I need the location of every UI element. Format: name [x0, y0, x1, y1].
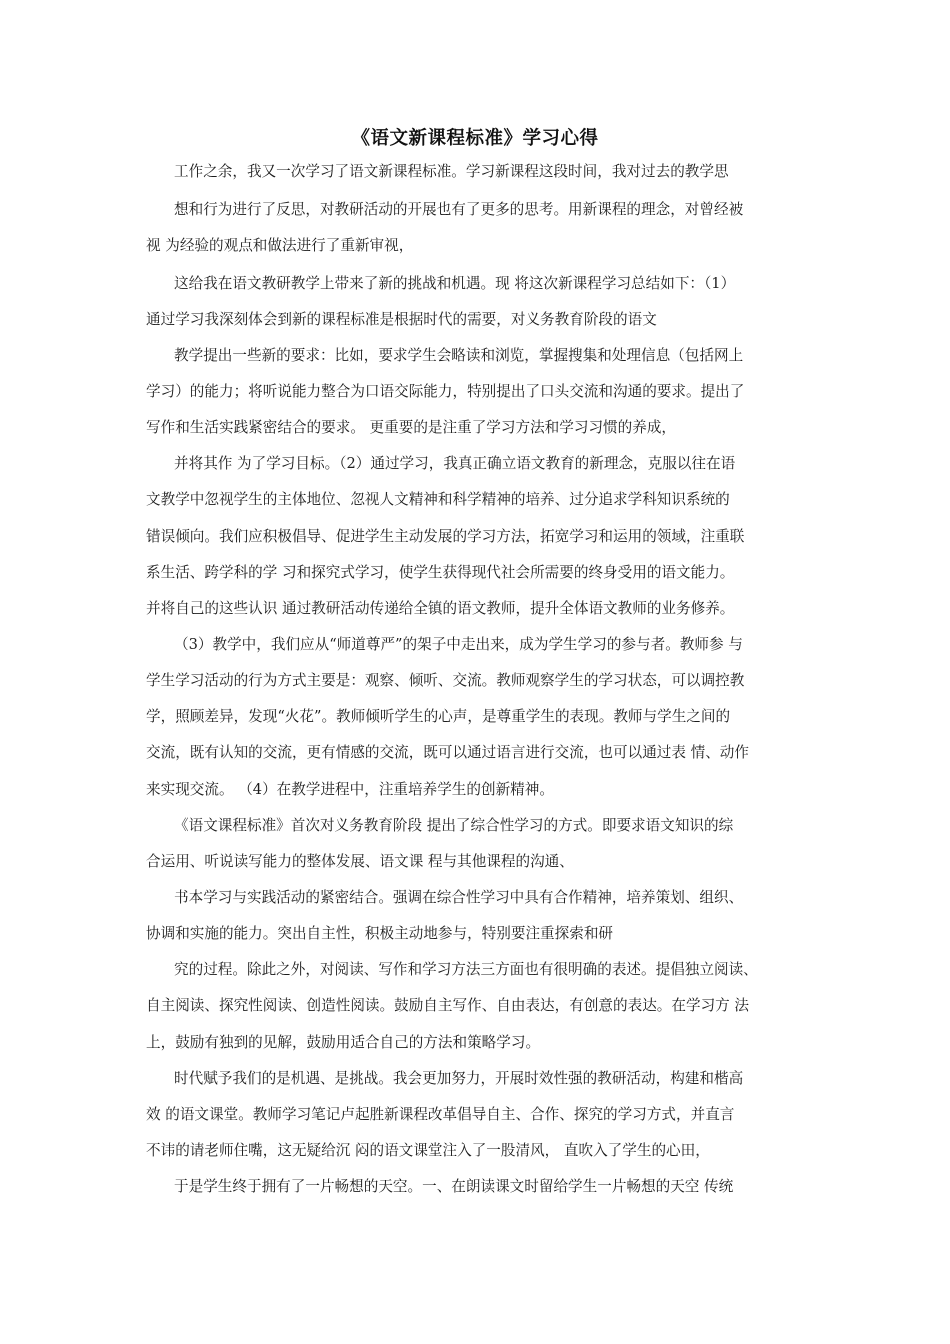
text-line: 学，照顾差异，发现“火花”。教师倾听学生的心声，是尊重学生的表现。教师与学生之间的 [146, 708, 731, 725]
text-line: 交流，既有认知的交流，更有情感的交流，既可以通过语言进行交流，也可以通过表 情、动作 [146, 744, 749, 761]
text-line: 工作之余，我又一次学习了语文新课程标准。学习新课程这段时间，我对过去的教学思 [174, 163, 729, 180]
text-line: （3）教学中，我们应从“师道尊严”的架子中走出来，成为学生学习的参与者。教师参 与 [174, 636, 743, 653]
text-line: 时代赋予我们的是机遇、是挑战。我会更加努力，开展时效性强的教研活动，构建和楷高 [174, 1070, 744, 1087]
document-title: 《语文新课程标准》学习心得 [351, 128, 599, 149]
text-line: 上，鼓励有独到的见解，鼓励用适合自己的方法和策略学习。 [146, 1034, 541, 1051]
text-line: 想和行为进行了反思，对教研活动的开展也有了更多的思考。用新课程的理念，对曾经被 [174, 201, 744, 218]
text-line: 于是学生终于拥有了一片畅想的天空。一、在朗读课文时留给学生一片畅想的天空 传统 [174, 1178, 734, 1195]
text-line: 书本学习与实践活动的紧密结合。强调在综合性学习中具有合作精神，培养策划、组织、 [174, 889, 744, 906]
text-line: 效 的语文课堂。教师学习笔记卢起胜新课程改革倡导自主、合作、探究的学习方式，并直言 [146, 1106, 735, 1123]
text-line: 协调和实施的能力。突出自主性，积极主动地参与，特别要注重探索和研 [146, 925, 614, 942]
text-line: 写作和生活实践紧密结合的要求。 更重要的是注重了学习方法和学习习惯的养成， [146, 419, 677, 436]
text-line: 《语文课程标准》首次对义务教育阶段 提出了综合性学习的方式。即要求语文知识的综 [174, 817, 734, 834]
text-line: 学生学习活动的行为方式主要是：观察、倾听、交流。教师观察学生的学习状态，可以调控教 [146, 672, 745, 689]
text-line: 这给我在语文教研教学上带来了新的挑战和机遇。现 将这次新课程学习总结如下：（1） [174, 275, 736, 292]
text-line: 通过学习我深刻体会到新的课程标准是根据时代的需要，对义务教育阶段的语文 [146, 311, 657, 328]
text-line: 究的过程。除此之外，对阅读、写作和学习方法三方面也有很明确的表述。提倡独立阅读、 [174, 961, 758, 978]
text-line: 教学提出一些新的要求：比如，要求学生会略读和浏览，掌握搜集和处理信息（包括网上 [174, 347, 744, 364]
text-line: 来实现交流。 （4）在教学进程中，注重培养学生的创新精神。 [146, 781, 554, 798]
text-line: 不讳的请老师住嘴，这无疑给沉 闷的语文课堂注入了一股清风， 直吹入了学生的心田， [146, 1142, 710, 1159]
text-line: 学习）的能力；将听说能力整合为口语交际能力，特别提出了口头交流和沟通的要求。提出了 [146, 383, 745, 400]
text-line: 并将自己的这些认识 通过教研活动传递给全镇的语文教师，提升全体语文教师的业务修养。 [146, 600, 735, 617]
text-line: 并将其作 为了学习目标。（2）通过学习，我真正确立语文教育的新理念，克服以往在语 [174, 455, 736, 472]
text-line: 视 为经验的观点和做法进行了重新审视， [146, 237, 414, 254]
text-line: 系生活、跨学科的学 习和探究式学习，使学生获得现代社会所需要的终身受用的语文能力。 [146, 564, 735, 581]
text-line: 合运用、听说读写能力的整体发展、语文课 程与其他课程的沟通、 [146, 853, 574, 870]
text-line: 错误倾向。我们应积极倡导、促进学生主动发展的学习方法，拓宽学习和运用的领域，注重联 [146, 528, 745, 545]
text-line: 自主阅读、探究性阅读、创造性阅读。鼓励自主写作、自由表达，有创意的表达。在学习方 法 [146, 997, 749, 1014]
text-line: 文教学中忽视学生的主体地位、忽视人文精神和科学精神的培养、过分追求学科知识系统的 [146, 491, 730, 508]
